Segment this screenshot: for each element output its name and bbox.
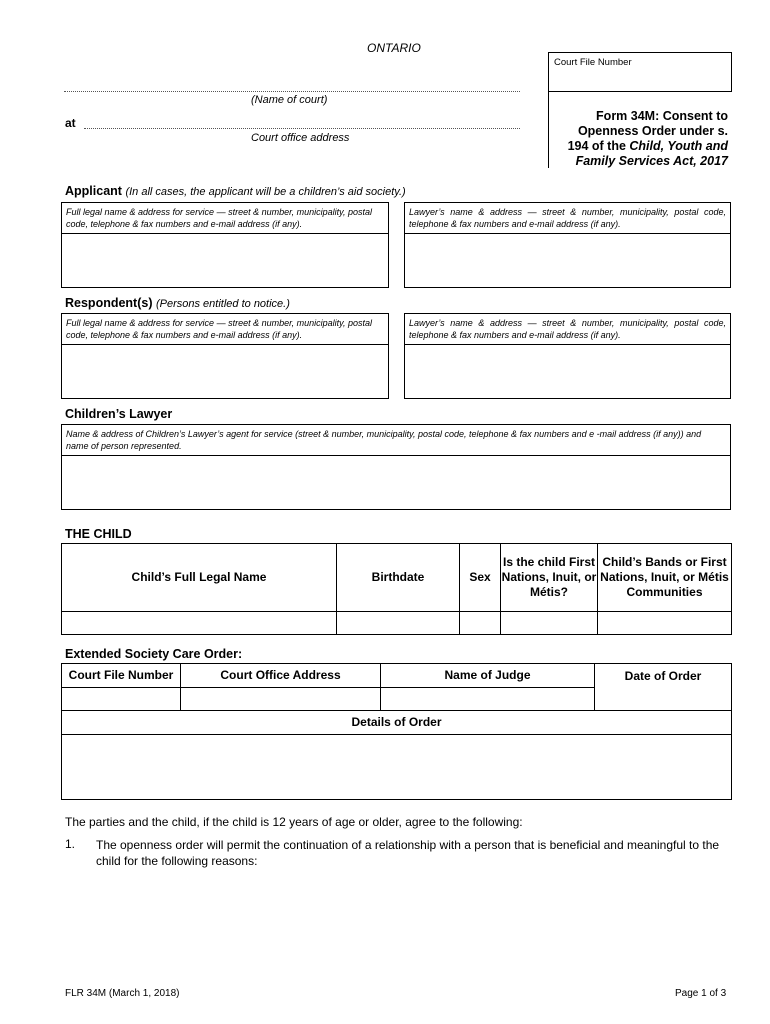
item-1-number: 1.	[65, 837, 76, 851]
details-of-order-label: Details of Order	[62, 711, 732, 735]
applicant-details-label: Full legal name & address for service — street & number, municipality, postal code, telephone & fax numbers and e-mail address (if any).	[66, 207, 372, 229]
child-name-cell[interactable]	[62, 612, 337, 635]
col-communities: Child’s Bands or First Nations, Inuit, or Métis Communities	[598, 544, 732, 612]
at-label: at	[65, 116, 76, 130]
court-file-number-label: Court File Number	[554, 57, 632, 68]
table-row	[62, 612, 732, 635]
name-of-court-label: (Name of court)	[251, 94, 328, 106]
col-date-of-order: Date of Order	[595, 664, 732, 711]
header-divider	[548, 92, 549, 168]
col-court-file-number: Court File Number	[62, 664, 181, 688]
care-order-table	[61, 663, 732, 800]
respondent-lawyer-box[interactable]	[404, 313, 731, 399]
court-file-number-box[interactable]	[548, 52, 732, 92]
indigenous-status-cell[interactable]	[501, 612, 598, 635]
court-file-number-cell[interactable]	[62, 688, 181, 711]
court-office-address-cell[interactable]	[181, 688, 381, 711]
name-of-judge-cell[interactable]	[381, 688, 595, 711]
applicant-lawyer-label: Lawyer’s name & address — street & number, municipality, postal code, telephone & fax numbers and e-mail address (if any).	[409, 207, 726, 229]
respondent-details-box[interactable]	[61, 313, 389, 399]
birthdate-cell[interactable]	[337, 612, 460, 635]
form-title: Form 34M: Consent to Openness Order under s. 194 of the Child, Youth and Family Services Act, 2017	[567, 109, 728, 168]
province-heading: ONTARIO	[367, 41, 421, 55]
intro-text: The parties and the child, if the child is 12 years of age or older, agree to the following:	[65, 815, 523, 829]
col-name-of-judge: Name of Judge	[381, 664, 595, 688]
col-court-office-address: Court Office Address	[181, 664, 381, 688]
childrens-lawyer-label: Name & address of Children’s Lawyer’s agent for service (street & number, municipality, postal code, telephone & fax numbers and e -mail address (if any)) and name of person represented.	[66, 429, 702, 451]
respondent-lawyer-label: Lawyer’s name & address — street & number, municipality, postal code, telephone & fax numbers and e-mail address (if any).	[409, 318, 726, 340]
col-child-name: Child’s Full Legal Name	[62, 544, 337, 612]
applicant-details-box[interactable]	[61, 202, 389, 288]
col-sex: Sex	[460, 544, 501, 612]
item-1-text: The openness order will permit the continuation of a relationship with a person that is beneficial and meaningful to the child for the following reasons:	[96, 838, 720, 868]
applicant-lawyer-box[interactable]	[404, 202, 731, 288]
communities-cell[interactable]	[598, 612, 732, 635]
name-of-court-line[interactable]	[64, 91, 520, 92]
court-office-address-label: Court office address	[251, 132, 350, 144]
respondent-details-label: Full legal name & address for service — street & number, municipality, postal code, telephone & fax numbers and e-mail address (if any).	[66, 318, 372, 340]
court-office-address-line[interactable]	[84, 128, 520, 129]
sex-cell[interactable]	[460, 612, 501, 635]
childrens-lawyer-heading: Children’s Lawyer	[65, 407, 173, 421]
respondents-heading: Respondent(s) (Persons entitled to notice.)	[65, 296, 290, 310]
care-order-heading: Extended Society Care Order:	[65, 647, 243, 661]
col-birthdate: Birthdate	[337, 544, 460, 612]
child-heading: THE CHILD	[65, 527, 132, 541]
details-of-order-cell[interactable]	[62, 735, 732, 800]
child-table	[61, 543, 732, 635]
childrens-lawyer-box[interactable]	[61, 424, 731, 510]
page-number: Page 1 of 3	[675, 988, 727, 999]
col-indigenous-status: Is the child First Nations, Inuit, or Métis?	[501, 544, 598, 612]
applicant-heading: Applicant (In all cases, the applicant will be a children’s aid society.)	[65, 184, 406, 198]
form-id: FLR 34M (March 1, 2018)	[65, 988, 180, 999]
